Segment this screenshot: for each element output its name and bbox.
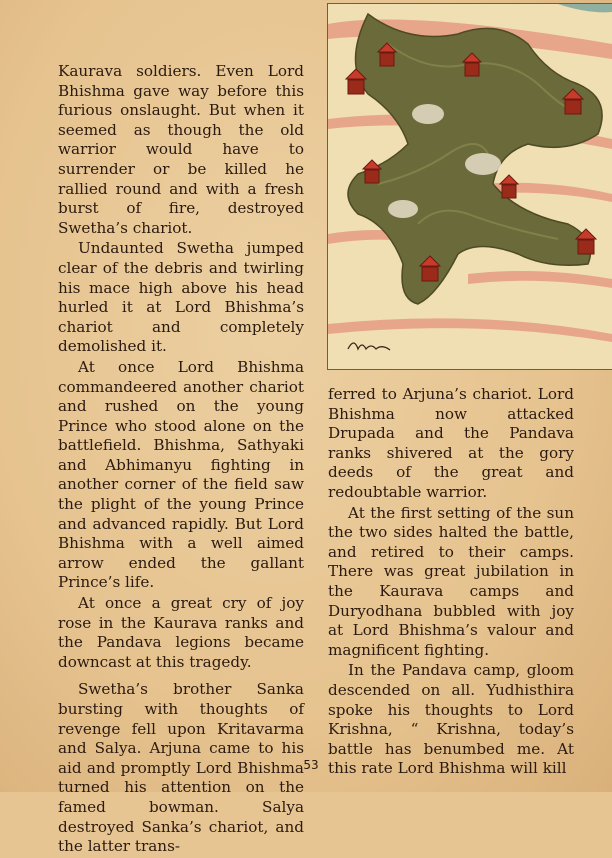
paragraph: Undaunted Swetha jumped clear of the debris and twirling his mace high above his head hurled it at Lord Bhishma’s chariot and completely demolished it.: [58, 239, 304, 356]
battle-illustration: [327, 3, 612, 370]
army-formation-icon: [328, 4, 612, 369]
page-number: 53: [303, 758, 319, 772]
right-text-column: [328, 385, 574, 780]
paragraph: At once Lord Bhishma commandeered another chariot and rushed on the young Prince who stood alone on the battlefield. Bhishma, Sathyaki and Abhimanyu fighting in another corner of the field saw the plight of the young Prince and advanced rapidly. But Lord Bhishma with a well aimed arrow ended the gallant Prince’s life.: [58, 357, 304, 592]
paragraph: At once a great cry of joy rose in the Kaurava ranks and the Pandava legions became downcast at this tragedy.: [58, 594, 304, 671]
left-text-column: [58, 62, 304, 858]
paragraph: At the first setting of the sun the two sides halted the battle, and retired to their camps. There was great jubilation in the Kaurava camps and Duryodhana bubbled with joy at Lord Bhishma’s valour and magnificent fighting.: [328, 503, 574, 659]
paragraph: In the Pandava camp, gloom descended on all. Yudhisthira spoke his thoughts to Lord Krishna, “ Krishna, today’s battle has benumbed me. At this rate Lord Bhishma will kill: [328, 661, 574, 778]
paragraph: Swetha’s brother Sanka bursting with thoughts of revenge fell upon Kritavarma and Salya. Arjuna came to his aid and promptly Lord Bhishma turned his attention on the famed bowman. Salya destroyed Sanka’s chariot, and the latter trans-: [58, 680, 304, 856]
paragraph: ferred to Arjuna’s chariot. Lord Bhishma now attacked Drupada and the Pandava ranks shivered at the gory deeds of the great and redoubtable warrior.: [328, 385, 574, 501]
paragraph: Kaurava soldiers. Even Lord Bhishma gave way before this furious onslaught. But when it seemed as though the old warrior would have to surrender or be killed he rallied round and with a fresh burst of fire, destroyed Swetha’s chariot.: [58, 62, 304, 237]
